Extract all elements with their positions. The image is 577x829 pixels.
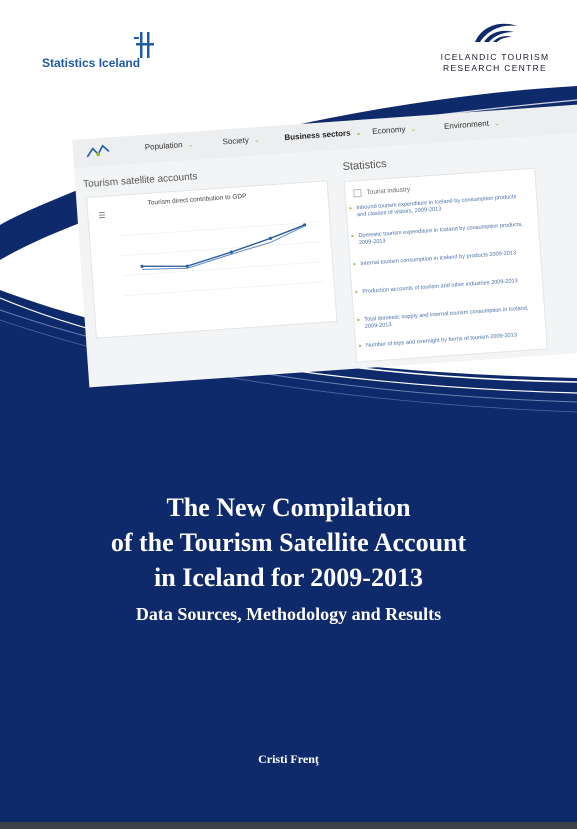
report-title <box>0 490 577 595</box>
wave-emblem-icon <box>470 20 520 46</box>
statistics-iceland-logo <box>42 32 162 72</box>
stats-list-item: ▸ Number of trips and overnight by forms of tourism 2009-2013 <box>366 331 536 350</box>
statistics-panel <box>344 168 548 363</box>
research-centre-name-line2: RESEARCH CENTRE <box>442 63 548 73</box>
report-title-line3: in Iceland for 2009-2013 <box>154 563 423 592</box>
report-subtitle: Data Sources, Methodology and Results <box>135 604 442 624</box>
nav-item-business-sectors: Business sectors ⌄ <box>284 128 362 143</box>
nav-item-society: Society ⌄ <box>222 135 260 147</box>
chart-plot <box>87 181 336 337</box>
section-title: Tourism satellite accounts <box>82 171 198 191</box>
report-title-line1: The New Compilation <box>166 493 411 522</box>
nav-item-economy: Economy ⌄ <box>371 124 417 136</box>
nav-item-population: Population ⌄ <box>144 140 194 152</box>
tourist-industry-header: Tourist industry <box>353 185 410 197</box>
checkbox-icon <box>353 189 362 198</box>
research-centre-name-line1: ICELANDIC TOURISM <box>440 52 550 62</box>
website-screenshot <box>70 74 577 370</box>
stats-list-item: ▸ Internal tourism consumption in Iceland by products 2009-2013 <box>360 249 530 268</box>
report-title-line2: of the Tourism Satellite Account <box>110 528 467 557</box>
statistics-iceland-mark-icon <box>134 32 156 58</box>
stats-list-item: ▸ Inbound tourism expenditure in Iceland by consumption products and classes of visitors, 2009-2013 <box>356 193 527 219</box>
gdp-chart-panel <box>86 180 337 339</box>
hamburger-menu-icon: ☰ <box>98 210 106 221</box>
statistics-title: Statistics <box>342 158 387 174</box>
chart-title: Tourism direct contribution to GDP <box>147 192 247 207</box>
nav-item-environment: Environment ⌄ <box>443 118 501 131</box>
tourism-research-centre-logo <box>430 20 560 75</box>
stats-list-item: ▸ Domestic tourism expenditure in Iceland by consumption products, 2009-2013 <box>358 221 529 247</box>
author-name: Cristi Frenţ <box>258 752 319 766</box>
site-logo-icon <box>84 141 111 163</box>
stats-list-item: ▸ Total domestic supply and internal tourism consumption in Iceland, 2009-2013 <box>364 305 535 331</box>
stats-list-item: ▸ Production accounts of tourism and other industries 2009-2013 <box>362 277 532 296</box>
screenshot-body <box>74 132 577 388</box>
statistics-iceland-name: Statistics Iceland <box>42 56 141 70</box>
bottom-bar <box>0 822 577 829</box>
